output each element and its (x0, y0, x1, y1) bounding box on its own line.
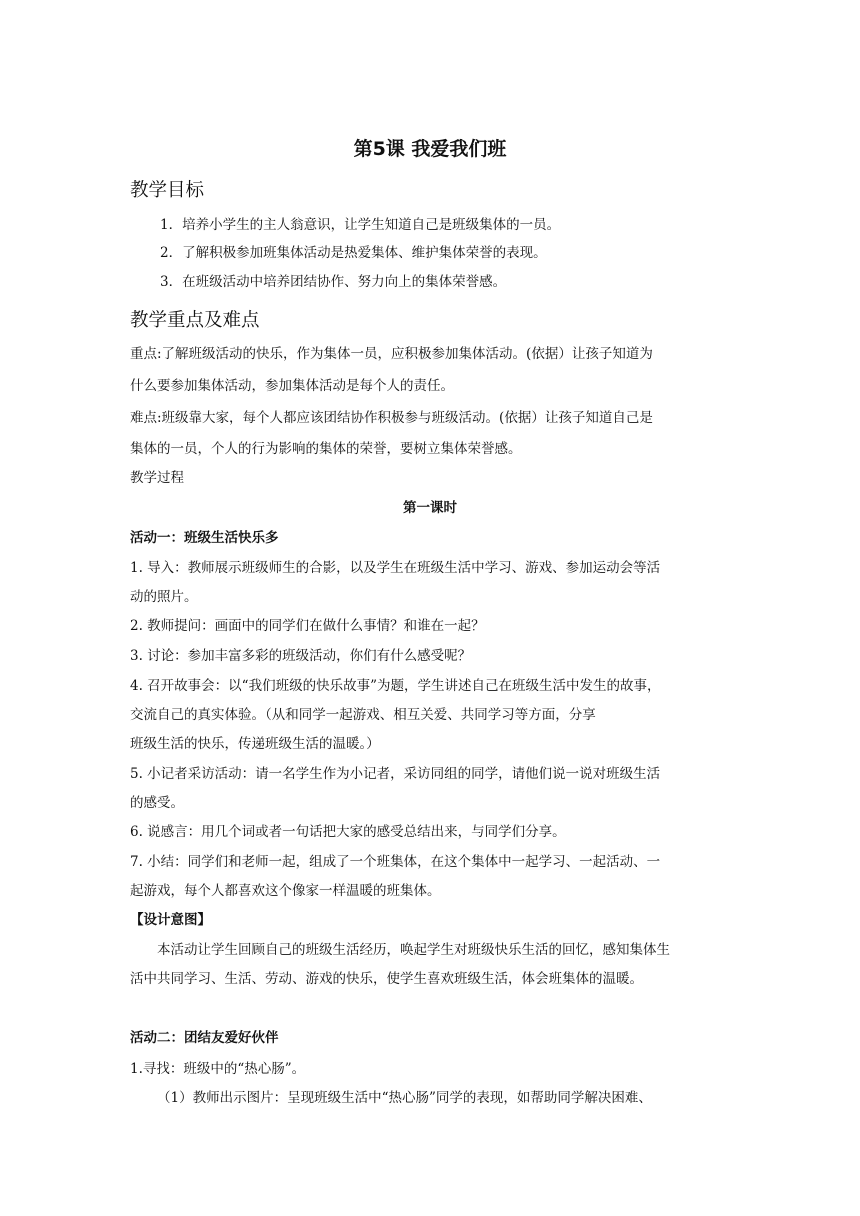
design-intent-title: 【设计意图】 (130, 912, 211, 928)
activity1-line: 1. 导入：教师展示班级师生的合影，以及学生在班级生活中学习、游戏、参加运动会等活 (130, 560, 661, 576)
activity1-line: 4. 召开故事会：以“我们班级的快乐故事”为题，学生讲述自己在班级生活中发生的故事， (130, 678, 661, 694)
activity2-line: （1）教师出示图片：呈现班级生活中“热心肠”同学的表现，如帮助同学解决困难、 (157, 1090, 652, 1106)
activity1-line: 的感受。 (130, 795, 184, 811)
activity2-title: 活动二：团结友爱好伙伴 (130, 1030, 279, 1046)
activity1-line: 7. 小结：同学们和老师一起，组成了一个班集体，在这个集体中一起学习、一起活动、一 (130, 854, 661, 870)
key-points-heading: 教学重点及难点 (130, 310, 260, 331)
activity1-line: 班级生活的快乐，传递班级生活的温暖。） (130, 736, 380, 752)
activity1-line: 起游戏，每个人都喜欢这个像家一样温暖的班集体。 (130, 883, 441, 899)
activity1-line: 动的照片。 (130, 589, 198, 605)
difficulty-line: 集体的一员，个人的行为影响的集体的荣誉，要树立集体荣誉感。 (130, 441, 522, 457)
activity1-line: 5. 小记者采访活动：请一名学生作为小记者，采访同组的同学，请他们说一说对班级生活 (130, 766, 661, 782)
goal-item: 3．在班级活动中培养团结协作、努力向上的集体荣誉感。 (160, 274, 507, 290)
goals-heading: 教学目标 (130, 180, 205, 201)
activity1-line: 2. 教师提问：画面中的同学们在做什么事情？和谁在一起？ (130, 618, 485, 634)
lesson-title: 第5课 我爱我们班 (353, 138, 507, 160)
activity1-title: 活动一：班级生活快乐多 (130, 530, 279, 546)
goal-item: 1．培养小学生的主人翁意识，让学生知道自己是班级集体的一员。 (160, 217, 561, 233)
activity1-line: 交流自己的真实体验。（从和同学一起游戏、相互关爱、共同学习等方面，分享 (130, 707, 596, 723)
design-intent-line: 活中共同学习、生活、劳动、游戏的快乐，使学生喜欢班级生活，体会班集体的温暖。 (130, 971, 643, 987)
process-heading: 教学过程 (130, 470, 184, 486)
activity2-line: 1.寻找：班级中的“热心肠”。 (130, 1061, 306, 1077)
design-intent-line: 本活动让学生回顾自己的班级生活经历，唤起学生对班级快乐生活的回忆，感知集体生 (157, 942, 670, 958)
key-point-line: 重点:了解班级活动的快乐，作为集体一员，应积极参加集体活动。(依据）让孩子知道为 (130, 346, 653, 362)
key-point-line: 什么要参加集体活动，参加集体活动是每个人的责任。 (130, 378, 454, 394)
activity1-line: 3. 讨论：参加丰富多彩的班级活动，你们有什么感受呢？ (130, 648, 472, 664)
period-title: 第一课时 (403, 500, 457, 516)
activity1-line: 6. 说感言：用几个词或者一句话把大家的感受总结出来，与同学们分享。 (130, 824, 566, 840)
difficulty-line: 难点:班级靠大家，每个人都应该团结协作积极参与班级活动。(依据）让孩子知道自己是 (130, 410, 653, 426)
goal-item: 2．了解积极参加班集体活动是热爱集体、维护集体荣誉的表现。 (160, 245, 547, 261)
